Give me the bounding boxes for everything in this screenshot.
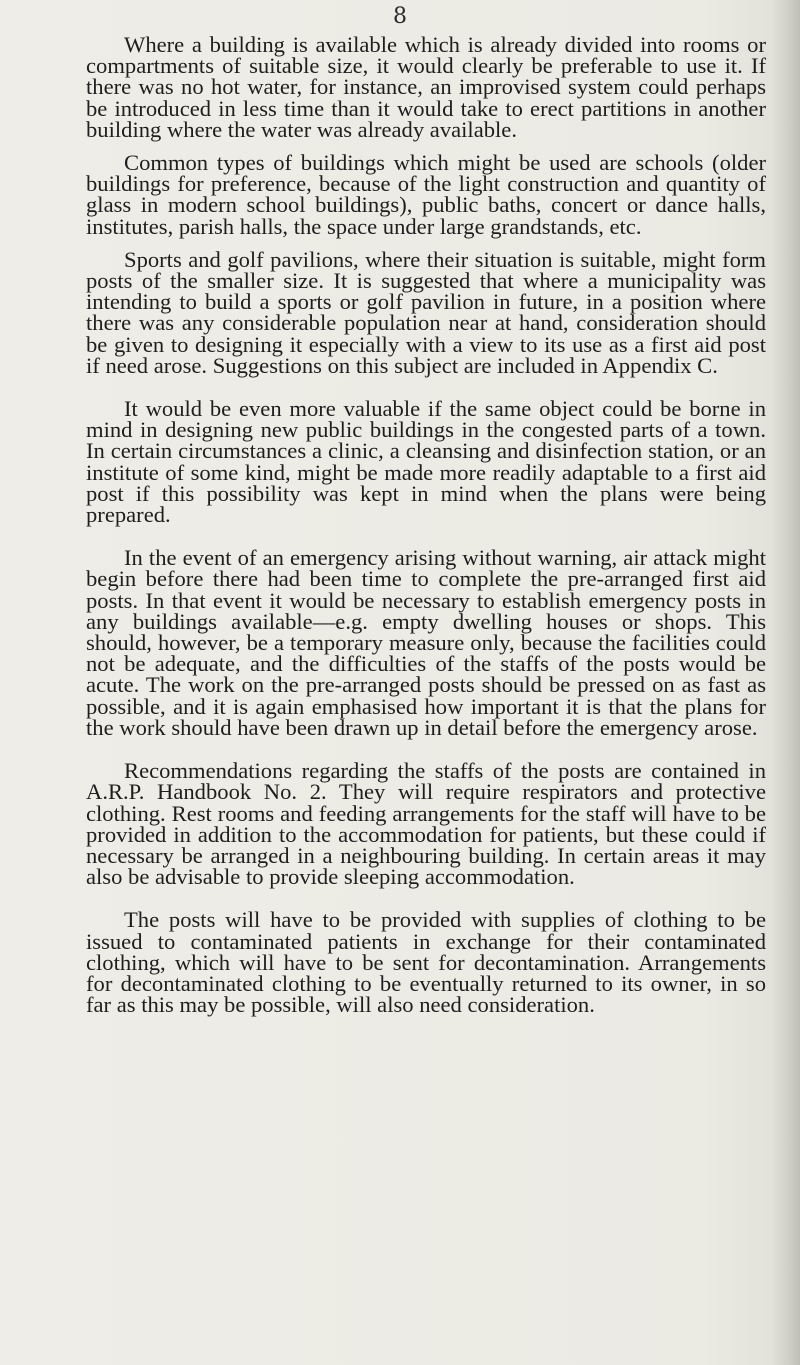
- page-number: 8: [393, 4, 407, 29]
- paragraph-5: In the event of an emergency arising without warning, air attack might begin before there had been time to complete the pre-arranged first aid posts. In that event it would be necessary to establish emergency posts in any buildings available—e.g. empty dwelling houses or shops. This should, however, be a temporary measure only, because the facilities could not be adequate, and the difficulties of the staffs of the posts would be acute. The work on the pre-arranged posts should be pressed on as fast as possible, and it is again emphasised how important it is that the plans for the work should have been drawn up in detail before the emergency arose.: [86, 545, 766, 740]
- paragraph-6: Recommendations regarding the staffs of the posts are contained in A.R.P. Handbook No. 2. They will require respirators and protective clothing. Rest rooms and feeding arrangements for the staff will have to be provided in addition to the accommodation for patients, but these could if necessary be arranged in a neighbouring building. In certain areas it may also be advisable to provide sleeping accommodation.: [86, 758, 766, 890]
- page-body-text: [86, 34, 766, 1027]
- paragraph-4: It would be even more valuable if the same object could be borne in mind in designing new public buildings in the congested parts of a town. In certain circumstances a clinic, a cleansing and disinfection station, or an institute of some kind, might be made more readily adaptable to a first aid post if this possibility was kept in mind when the plans were being prepared.: [86, 396, 766, 528]
- page-edge-shadow: [772, 0, 800, 1365]
- paragraph-2: Common types of buildings which might be used are schools (older buildings for preference, because of the light construction and quantity of glass in modern school buildings), public baths, concert or dance halls, institutes, parish halls, the space under large grandstands, etc.: [86, 150, 766, 239]
- paragraph-1: Where a building is available which is already divided into rooms or compartments of suitable size, it would clearly be preferable to use it. If there was no hot water, for instance, an improvised system could perhaps be introduced in less time than it would take to erect partitions in another building where the water was already available.: [86, 32, 766, 142]
- paragraph-7: The posts will have to be provided with supplies of clothing to be issued to contaminated patients in exchange for their contaminated clothing, which will have to be sent for decontamination. Arrangements for decontaminated clothing to be eventually returned to its owner, in so far as this may be possible, will also need consideration.: [86, 907, 766, 1018]
- paragraph-3: Sports and golf pavilions, where their situation is suitable, might form posts of the smaller size. It is suggested that where a municipality was intending to build a sports or golf pavilion in future, in a position where there was any considerable population near at hand, consideration should be given to designing it especially with a view to its use as a first aid post if need arose. Suggestions on this subject are included in Appendix C.: [86, 246, 766, 378]
